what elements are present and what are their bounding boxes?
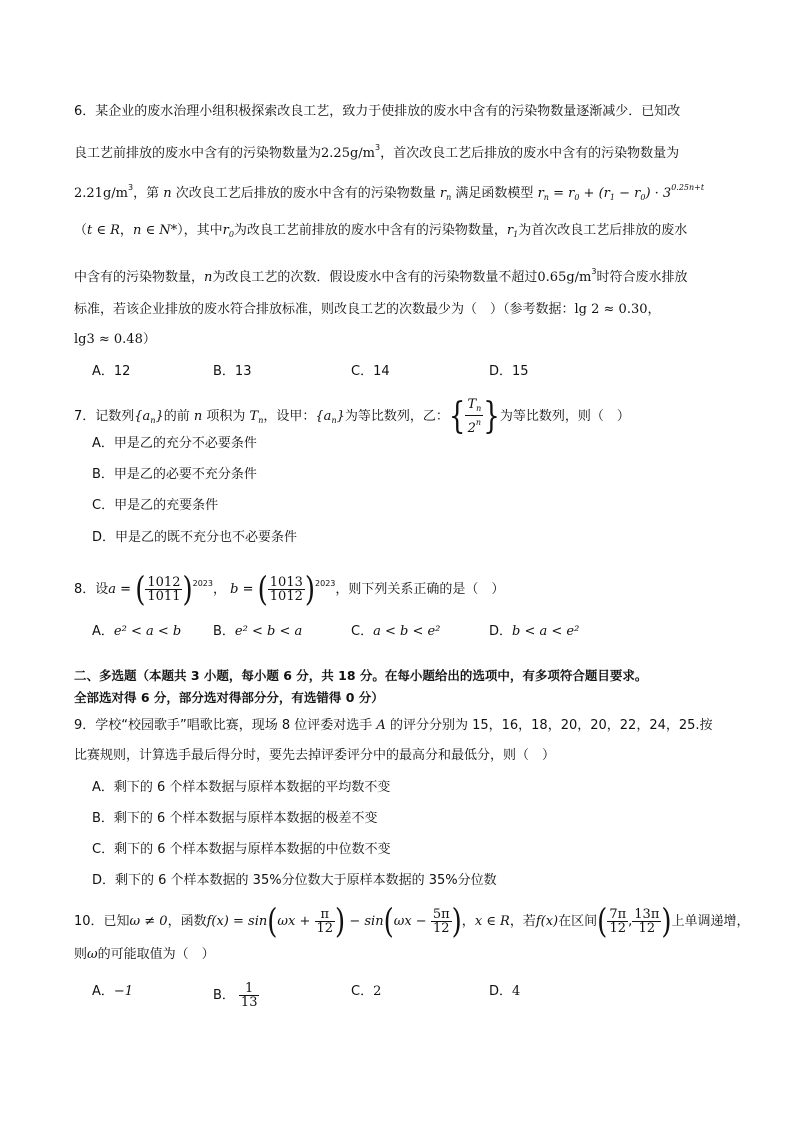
q6-ref-lg2: lg 2 ≈ 0.30 — [574, 302, 648, 317]
q6-option-b[interactable]: B．13 — [213, 364, 252, 379]
q7-option-b[interactable]: B．甲是乙的必要不充分条件 — [92, 467, 257, 482]
q10-frac-pi-12: $\frac{\pi}{12}$ — [316, 907, 334, 936]
q6-text: ，第 — [133, 186, 160, 201]
q6-option-d[interactable]: D．15 — [489, 364, 529, 379]
q6-first-value: 2.21g/m — [74, 186, 128, 201]
q6-line-3: $2.21g/m^3$，第 n 次改良工艺后排放的废水中含有的污染物数量 $r_n$ 满足函数模型 $r_n = r_0 + (r_1 - r_0) \cdot 3^{0.25n+t}$ — [74, 183, 705, 202]
q9-option-a[interactable]: A．剩下的 6 个样本数据与原样本数据的平均数不变 — [92, 780, 391, 795]
q10-interval-right: $\frac{13\pi}{12}$ — [634, 907, 660, 936]
q7-option-c[interactable]: C．甲是乙的充要条件 — [92, 498, 219, 513]
q9-stem-line-1: 9．学校“校园歌手”唱歌比赛，现场 8 位评委对选手 A 的评分分别为 15，16，18，20，20，22，24，25.按 — [74, 718, 713, 733]
q7-stem: 7．记数列$\{a_n\}$的前 n 项积为 $T_n$，设甲：$\{a_n\}$为等比数列，乙：{ $\frac{T_n}{2^n}$ }为等比数列，则（ ） — [74, 395, 630, 438]
q6-line-2: 良工艺前排放的废水中含有的污染物数量为$2.25g/m^3$，首次改良工艺后排放的废水中含有的污染物数量为 — [74, 143, 680, 161]
q6-text: 次改良工艺后排放的废水中含有的污染物数量 — [175, 186, 436, 201]
q8-option-c[interactable]: C．a < b < e² — [351, 624, 441, 639]
q6-ref-lg3: lg3 ≈ 0.48 — [74, 332, 143, 347]
q8-fraction-b: $\frac{1013}{1012}$ — [269, 575, 303, 604]
q10-frac-5pi-12: $\frac{5\pi}{12}$ — [432, 907, 450, 936]
q6-option-a[interactable]: A．12 — [92, 364, 131, 379]
q8-stem: 8．设a = ( $\frac{1012}{1011}$ )$^{2023}$， b = ( $\frac{1013}{1012}$ )$^{2023}$，则下列关系正确的是（ ） — [74, 570, 505, 609]
q6-initial-value: 2.25g/m — [321, 146, 375, 161]
q8-fraction-a: $\frac{1012}{1011}$ — [147, 575, 181, 604]
q6-line-4: （t ∈ R，n ∈ N*），其中$r_0$为改良工艺前排放的废水中含有的污染物数量，$r_1$为首次改良工艺后排放的废水 — [74, 223, 688, 239]
q10-stem-line-2: 则ω的可能取值为（ ） — [74, 947, 215, 962]
q6-line-6: 标准，若该企业排放的废水符合排放标准，则改良工艺的次数最少为（ ）（参考数据：lg 2 ≈ 0.30， — [74, 302, 661, 317]
q7-fraction: $\frac{T_n}{2^n}$ — [467, 397, 482, 436]
q6-t-domain: t ∈ R — [87, 223, 120, 238]
q6-text: 良工艺前排放的废水中含有的污染物数量为 — [74, 146, 322, 161]
q10-option-d[interactable]: D．4 — [489, 984, 521, 999]
q8-option-d[interactable]: D．b < a < e² — [489, 624, 580, 639]
q6-n-domain: n ∈ N* — [132, 223, 178, 238]
q9-option-b[interactable]: B．剩下的 6 个样本数据与原样本数据的极差不变 — [92, 811, 378, 826]
q10-option-b[interactable]: B． $\frac{1}{13}$ — [213, 981, 258, 1010]
q6-threshold: 0.65g/m — [537, 270, 592, 285]
q10-option-a[interactable]: A．−1 — [92, 984, 134, 999]
q10-stem-line-1: 10．已知ω ≠ 0，函数f(x) = sin(ωx + $\frac{\pi}{12}$ ) − sin(ωx − $\frac{5\pi}{12}$ )，x ∈ R，若f(x)在区间( $\frac{7\pi}{12}$ , $\frac{13\pi}{12}$ )上单调递增， — [74, 902, 750, 941]
q6-line-7: lg3 ≈ 0.48） — [74, 332, 156, 347]
q10-interval-left: $\frac{7\pi}{12}$ — [609, 907, 627, 936]
q10-option-c[interactable]: C．2 — [351, 984, 382, 999]
q7-option-d[interactable]: D．甲是乙的既不充分也不必要条件 — [92, 530, 298, 545]
q6-option-c[interactable]: C．14 — [351, 364, 390, 379]
q6-text: 满足函数模型 — [455, 186, 534, 201]
q6-line-5: 中含有的污染物数量，n为改良工艺的次数．假设废水中含有的污染物数量不超过$0.65g/m^3$时符合废水排放 — [74, 267, 688, 285]
q6-line-1: 6．某企业的废水治理小组积极探索改良工艺，致力于使排放的废水中含有的污染物数量逐渐减少．已知改 — [74, 104, 681, 119]
section-2-heading-line-1: 二、多选题（本题共 3 小题，每小题 6 分，共 18 分。在每小题给出的选项中，有多项符合题目要求。 — [74, 668, 648, 683]
q7-option-a[interactable]: A．甲是乙的充分不必要条件 — [92, 436, 257, 451]
q9-option-c[interactable]: C．剩下的 6 个样本数据与原样本数据的中位数不变 — [92, 842, 391, 857]
q6-model-formula: $r_n = r_0 + (r_1 - r_0) \cdot 3^{0.25n+t}$ — [537, 183, 705, 202]
section-2-heading-line-2: 全部选对得 6 分，部分选对得部分分，有选错得 0 分） — [74, 690, 384, 705]
q6-text: ，首次改良工艺后排放的废水中含有的污染物数量为 — [380, 146, 680, 161]
q9-option-d[interactable]: D．剩下的 6 个样本数据的 35%分位数大于原样本数据的 35%分位数 — [92, 873, 497, 888]
q9-stem-line-2: 比赛规则，计算选手最后得分时，要先去掉评委评分中的最高分和最低分，则（ ） — [74, 748, 556, 763]
q8-option-a[interactable]: A．e² < a < b — [92, 624, 182, 639]
q8-option-b[interactable]: B．e² < b < a — [213, 624, 303, 639]
